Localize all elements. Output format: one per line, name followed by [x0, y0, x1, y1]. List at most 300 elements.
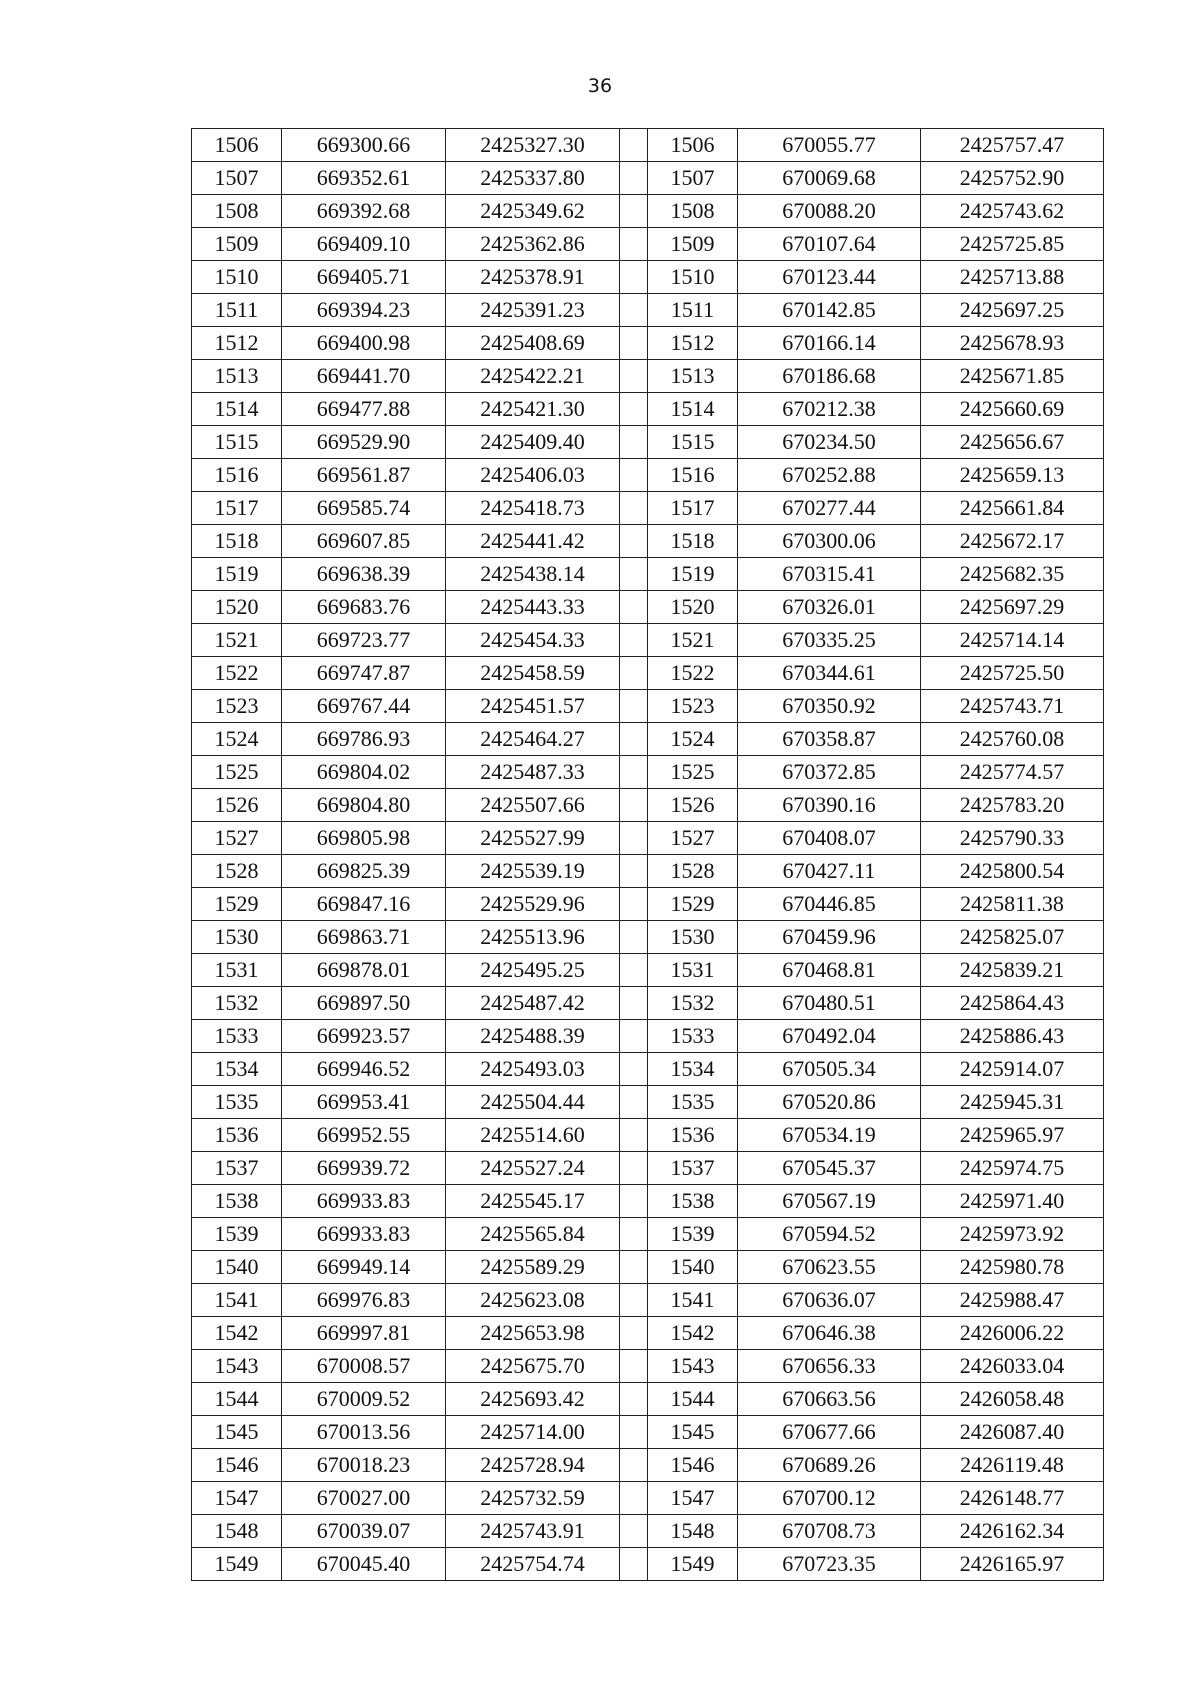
right-y-coordinate-cell: 2425725.50: [921, 657, 1104, 690]
left-x-coordinate-cell: 669897.50: [282, 987, 446, 1020]
right-x-coordinate-cell: 670708.73: [738, 1515, 921, 1548]
left-y-coordinate-cell: 2425464.27: [446, 723, 620, 756]
right-x-coordinate-cell: 670358.87: [738, 723, 921, 756]
right-x-coordinate-cell: 670663.56: [738, 1383, 921, 1416]
left-y-coordinate-cell: 2425504.44: [446, 1086, 620, 1119]
right-y-coordinate-cell: 2425783.20: [921, 789, 1104, 822]
left-x-coordinate-cell: 669804.02: [282, 756, 446, 789]
right-y-coordinate-cell: 2426033.04: [921, 1350, 1104, 1383]
right-y-coordinate-cell: 2425678.93: [921, 327, 1104, 360]
left-point-id-cell: 1521: [192, 624, 282, 657]
table-row: [192, 690, 1104, 723]
right-x-coordinate-cell: 670107.64: [738, 228, 921, 261]
right-point-id-cell: 1508: [648, 195, 738, 228]
spacer-cell: [620, 1449, 648, 1482]
left-point-id-cell: 1522: [192, 657, 282, 690]
right-point-id-cell: 1542: [648, 1317, 738, 1350]
right-y-coordinate-cell: 2425682.35: [921, 558, 1104, 591]
left-y-coordinate-cell: 2425441.42: [446, 525, 620, 558]
right-x-coordinate-cell: 670446.85: [738, 888, 921, 921]
spacer-cell: [620, 1383, 648, 1416]
right-x-coordinate-cell: 670594.52: [738, 1218, 921, 1251]
table-row: [192, 492, 1104, 525]
right-x-coordinate-cell: 670344.61: [738, 657, 921, 690]
right-y-coordinate-cell: 2425980.78: [921, 1251, 1104, 1284]
spacer-cell: [620, 1251, 648, 1284]
spacer-cell: [620, 822, 648, 855]
table-row: [192, 261, 1104, 294]
table-row: [192, 1218, 1104, 1251]
left-x-coordinate-cell: 670027.00: [282, 1482, 446, 1515]
right-point-id-cell: 1544: [648, 1383, 738, 1416]
right-x-coordinate-cell: 670252.88: [738, 459, 921, 492]
page-number: 36: [587, 75, 613, 97]
table-row: [192, 327, 1104, 360]
left-y-coordinate-cell: 2425451.57: [446, 690, 620, 723]
left-x-coordinate-cell: 669805.98: [282, 822, 446, 855]
left-point-id-cell: 1518: [192, 525, 282, 558]
right-y-coordinate-cell: 2425800.54: [921, 855, 1104, 888]
right-y-coordinate-cell: 2426006.22: [921, 1317, 1104, 1350]
right-x-coordinate-cell: 670372.85: [738, 756, 921, 789]
right-x-coordinate-cell: 670723.35: [738, 1548, 921, 1581]
right-x-coordinate-cell: 670545.37: [738, 1152, 921, 1185]
right-y-coordinate-cell: 2426165.97: [921, 1548, 1104, 1581]
left-point-id-cell: 1549: [192, 1548, 282, 1581]
right-point-id-cell: 1527: [648, 822, 738, 855]
left-point-id-cell: 1520: [192, 591, 282, 624]
right-x-coordinate-cell: 670623.55: [738, 1251, 921, 1284]
left-y-coordinate-cell: 2425693.42: [446, 1383, 620, 1416]
right-x-coordinate-cell: 670055.77: [738, 129, 921, 162]
left-point-id-cell: 1519: [192, 558, 282, 591]
spacer-cell: [620, 1515, 648, 1548]
spacer-cell: [620, 756, 648, 789]
left-y-coordinate-cell: 2425421.30: [446, 393, 620, 426]
right-point-id-cell: 1536: [648, 1119, 738, 1152]
table-row: [192, 459, 1104, 492]
right-x-coordinate-cell: 670315.41: [738, 558, 921, 591]
spacer-cell: [620, 1152, 648, 1185]
right-point-id-cell: 1549: [648, 1548, 738, 1581]
table-row: [192, 723, 1104, 756]
left-y-coordinate-cell: 2425337.80: [446, 162, 620, 195]
spacer-cell: [620, 690, 648, 723]
right-x-coordinate-cell: 670520.86: [738, 1086, 921, 1119]
left-x-coordinate-cell: 669400.98: [282, 327, 446, 360]
right-point-id-cell: 1518: [648, 525, 738, 558]
right-y-coordinate-cell: 2425713.88: [921, 261, 1104, 294]
spacer-cell: [620, 1086, 648, 1119]
spacer-cell: [620, 195, 648, 228]
left-x-coordinate-cell: 669683.76: [282, 591, 446, 624]
left-y-coordinate-cell: 2425565.84: [446, 1218, 620, 1251]
right-point-id-cell: 1537: [648, 1152, 738, 1185]
left-point-id-cell: 1507: [192, 162, 282, 195]
left-point-id-cell: 1536: [192, 1119, 282, 1152]
right-y-coordinate-cell: 2425661.84: [921, 492, 1104, 525]
left-point-id-cell: 1531: [192, 954, 282, 987]
table-row: [192, 1020, 1104, 1053]
table-row: [192, 756, 1104, 789]
left-y-coordinate-cell: 2425527.99: [446, 822, 620, 855]
table-row: [192, 1053, 1104, 1086]
left-x-coordinate-cell: 669933.83: [282, 1185, 446, 1218]
left-y-coordinate-cell: 2425754.74: [446, 1548, 620, 1581]
right-point-id-cell: 1543: [648, 1350, 738, 1383]
right-y-coordinate-cell: 2425671.85: [921, 360, 1104, 393]
right-y-coordinate-cell: 2425697.29: [921, 591, 1104, 624]
right-y-coordinate-cell: 2425790.33: [921, 822, 1104, 855]
right-y-coordinate-cell: 2426162.34: [921, 1515, 1104, 1548]
left-y-coordinate-cell: 2425732.59: [446, 1482, 620, 1515]
spacer-cell: [620, 525, 648, 558]
right-y-coordinate-cell: 2425760.08: [921, 723, 1104, 756]
right-x-coordinate-cell: 670390.16: [738, 789, 921, 822]
right-y-coordinate-cell: 2425660.69: [921, 393, 1104, 426]
left-y-coordinate-cell: 2425378.91: [446, 261, 620, 294]
spacer-cell: [620, 591, 648, 624]
left-x-coordinate-cell: 669847.16: [282, 888, 446, 921]
left-x-coordinate-cell: 669878.01: [282, 954, 446, 987]
right-x-coordinate-cell: 670656.33: [738, 1350, 921, 1383]
left-x-coordinate-cell: 669863.71: [282, 921, 446, 954]
right-point-id-cell: 1511: [648, 294, 738, 327]
left-x-coordinate-cell: 669607.85: [282, 525, 446, 558]
left-point-id-cell: 1546: [192, 1449, 282, 1482]
left-x-coordinate-cell: 669804.80: [282, 789, 446, 822]
table-row: [192, 1119, 1104, 1152]
left-point-id-cell: 1517: [192, 492, 282, 525]
left-y-coordinate-cell: 2425539.19: [446, 855, 620, 888]
right-x-coordinate-cell: 670677.66: [738, 1416, 921, 1449]
right-y-coordinate-cell: 2425973.92: [921, 1218, 1104, 1251]
right-x-coordinate-cell: 670689.26: [738, 1449, 921, 1482]
left-x-coordinate-cell: 670018.23: [282, 1449, 446, 1482]
right-point-id-cell: 1506: [648, 129, 738, 162]
spacer-cell: [620, 1482, 648, 1515]
right-point-id-cell: 1526: [648, 789, 738, 822]
spacer-cell: [620, 657, 648, 690]
table-row: [192, 162, 1104, 195]
right-point-id-cell: 1523: [648, 690, 738, 723]
left-y-coordinate-cell: 2425743.91: [446, 1515, 620, 1548]
right-x-coordinate-cell: 670300.06: [738, 525, 921, 558]
left-x-coordinate-cell: 669409.10: [282, 228, 446, 261]
left-point-id-cell: 1527: [192, 822, 282, 855]
table-row: [192, 1152, 1104, 1185]
table-row: [192, 228, 1104, 261]
spacer-cell: [620, 294, 648, 327]
right-y-coordinate-cell: 2425714.14: [921, 624, 1104, 657]
left-x-coordinate-cell: 669747.87: [282, 657, 446, 690]
left-point-id-cell: 1532: [192, 987, 282, 1020]
right-x-coordinate-cell: 670646.38: [738, 1317, 921, 1350]
coordinates-table: [191, 128, 1104, 1581]
table-row: [192, 1515, 1104, 1548]
right-point-id-cell: 1521: [648, 624, 738, 657]
spacer-cell: [620, 921, 648, 954]
right-x-coordinate-cell: 670166.14: [738, 327, 921, 360]
coordinates-table-body: [192, 129, 1104, 1581]
right-point-id-cell: 1513: [648, 360, 738, 393]
right-x-coordinate-cell: 670636.07: [738, 1284, 921, 1317]
right-point-id-cell: 1540: [648, 1251, 738, 1284]
table-row: [192, 393, 1104, 426]
right-y-coordinate-cell: 2425839.21: [921, 954, 1104, 987]
left-y-coordinate-cell: 2425623.08: [446, 1284, 620, 1317]
spacer-cell: [620, 888, 648, 921]
right-y-coordinate-cell: 2426087.40: [921, 1416, 1104, 1449]
right-y-coordinate-cell: 2425825.07: [921, 921, 1104, 954]
spacer-cell: [620, 393, 648, 426]
left-x-coordinate-cell: 669946.52: [282, 1053, 446, 1086]
right-x-coordinate-cell: 670234.50: [738, 426, 921, 459]
left-point-id-cell: 1539: [192, 1218, 282, 1251]
right-y-coordinate-cell: 2425672.17: [921, 525, 1104, 558]
right-point-id-cell: 1512: [648, 327, 738, 360]
right-point-id-cell: 1533: [648, 1020, 738, 1053]
left-point-id-cell: 1508: [192, 195, 282, 228]
spacer-cell: [620, 360, 648, 393]
right-x-coordinate-cell: 670350.92: [738, 690, 921, 723]
left-x-coordinate-cell: 669585.74: [282, 492, 446, 525]
spacer-cell: [620, 1218, 648, 1251]
right-y-coordinate-cell: 2426119.48: [921, 1449, 1104, 1482]
spacer-cell: [620, 1317, 648, 1350]
right-x-coordinate-cell: 670212.38: [738, 393, 921, 426]
left-point-id-cell: 1514: [192, 393, 282, 426]
left-x-coordinate-cell: 669767.44: [282, 690, 446, 723]
right-point-id-cell: 1515: [648, 426, 738, 459]
right-point-id-cell: 1524: [648, 723, 738, 756]
left-point-id-cell: 1528: [192, 855, 282, 888]
table-row: [192, 591, 1104, 624]
left-x-coordinate-cell: 669394.23: [282, 294, 446, 327]
left-y-coordinate-cell: 2425408.69: [446, 327, 620, 360]
left-point-id-cell: 1548: [192, 1515, 282, 1548]
right-point-id-cell: 1531: [648, 954, 738, 987]
right-x-coordinate-cell: 670505.34: [738, 1053, 921, 1086]
table-row: [192, 1383, 1104, 1416]
left-x-coordinate-cell: 669953.41: [282, 1086, 446, 1119]
left-point-id-cell: 1538: [192, 1185, 282, 1218]
spacer-cell: [620, 1119, 648, 1152]
left-y-coordinate-cell: 2425545.17: [446, 1185, 620, 1218]
right-point-id-cell: 1548: [648, 1515, 738, 1548]
table-row: [192, 1251, 1104, 1284]
left-x-coordinate-cell: 669949.14: [282, 1251, 446, 1284]
spacer-cell: [620, 327, 648, 360]
right-point-id-cell: 1546: [648, 1449, 738, 1482]
table-row: [192, 1548, 1104, 1581]
right-y-coordinate-cell: 2425988.47: [921, 1284, 1104, 1317]
table-row: [192, 1317, 1104, 1350]
left-x-coordinate-cell: 669997.81: [282, 1317, 446, 1350]
left-point-id-cell: 1533: [192, 1020, 282, 1053]
right-y-coordinate-cell: 2425725.85: [921, 228, 1104, 261]
left-x-coordinate-cell: 670008.57: [282, 1350, 446, 1383]
right-x-coordinate-cell: 670088.20: [738, 195, 921, 228]
table-row: [192, 525, 1104, 558]
table-row: [192, 558, 1104, 591]
right-y-coordinate-cell: 2425864.43: [921, 987, 1104, 1020]
right-y-coordinate-cell: 2425757.47: [921, 129, 1104, 162]
table-row: [192, 822, 1104, 855]
right-y-coordinate-cell: 2425743.71: [921, 690, 1104, 723]
left-y-coordinate-cell: 2425513.96: [446, 921, 620, 954]
right-point-id-cell: 1535: [648, 1086, 738, 1119]
right-x-coordinate-cell: 670427.11: [738, 855, 921, 888]
left-point-id-cell: 1509: [192, 228, 282, 261]
right-y-coordinate-cell: 2425886.43: [921, 1020, 1104, 1053]
left-x-coordinate-cell: 669477.88: [282, 393, 446, 426]
left-y-coordinate-cell: 2425514.60: [446, 1119, 620, 1152]
left-y-coordinate-cell: 2425327.30: [446, 129, 620, 162]
right-x-coordinate-cell: 670335.25: [738, 624, 921, 657]
left-point-id-cell: 1506: [192, 129, 282, 162]
right-point-id-cell: 1539: [648, 1218, 738, 1251]
left-point-id-cell: 1547: [192, 1482, 282, 1515]
spacer-cell: [620, 558, 648, 591]
left-y-coordinate-cell: 2425418.73: [446, 492, 620, 525]
left-x-coordinate-cell: 669939.72: [282, 1152, 446, 1185]
table-row: [192, 1482, 1104, 1515]
right-point-id-cell: 1538: [648, 1185, 738, 1218]
table-row: [192, 195, 1104, 228]
right-y-coordinate-cell: 2425659.13: [921, 459, 1104, 492]
spacer-cell: [620, 1284, 648, 1317]
table-row: [192, 954, 1104, 987]
table-row: [192, 129, 1104, 162]
spacer-cell: [620, 426, 648, 459]
right-point-id-cell: 1547: [648, 1482, 738, 1515]
right-x-coordinate-cell: 670408.07: [738, 822, 921, 855]
right-y-coordinate-cell: 2425914.07: [921, 1053, 1104, 1086]
left-x-coordinate-cell: 670009.52: [282, 1383, 446, 1416]
left-point-id-cell: 1526: [192, 789, 282, 822]
left-x-coordinate-cell: 670013.56: [282, 1416, 446, 1449]
right-point-id-cell: 1525: [648, 756, 738, 789]
table-row: [192, 921, 1104, 954]
right-y-coordinate-cell: 2426148.77: [921, 1482, 1104, 1515]
table-row: [192, 987, 1104, 1020]
spacer-cell: [620, 492, 648, 525]
table-row: [192, 1185, 1104, 1218]
left-point-id-cell: 1512: [192, 327, 282, 360]
table-row: [192, 1416, 1104, 1449]
right-x-coordinate-cell: 670700.12: [738, 1482, 921, 1515]
left-y-coordinate-cell: 2425714.00: [446, 1416, 620, 1449]
left-point-id-cell: 1516: [192, 459, 282, 492]
left-y-coordinate-cell: 2425527.24: [446, 1152, 620, 1185]
spacer-cell: [620, 129, 648, 162]
spacer-cell: [620, 459, 648, 492]
left-y-coordinate-cell: 2425488.39: [446, 1020, 620, 1053]
table-row: [192, 789, 1104, 822]
spacer-cell: [620, 954, 648, 987]
right-point-id-cell: 1534: [648, 1053, 738, 1086]
left-y-coordinate-cell: 2425728.94: [446, 1449, 620, 1482]
left-y-coordinate-cell: 2425675.70: [446, 1350, 620, 1383]
left-y-coordinate-cell: 2425458.59: [446, 657, 620, 690]
right-point-id-cell: 1541: [648, 1284, 738, 1317]
left-x-coordinate-cell: 669825.39: [282, 855, 446, 888]
right-y-coordinate-cell: 2425752.90: [921, 162, 1104, 195]
left-y-coordinate-cell: 2425493.03: [446, 1053, 620, 1086]
table-row: [192, 624, 1104, 657]
right-point-id-cell: 1510: [648, 261, 738, 294]
left-point-id-cell: 1537: [192, 1152, 282, 1185]
left-x-coordinate-cell: 669405.71: [282, 261, 446, 294]
spacer-cell: [620, 162, 648, 195]
right-x-coordinate-cell: 670123.44: [738, 261, 921, 294]
left-point-id-cell: 1543: [192, 1350, 282, 1383]
left-x-coordinate-cell: 669300.66: [282, 129, 446, 162]
left-y-coordinate-cell: 2425454.33: [446, 624, 620, 657]
left-point-id-cell: 1525: [192, 756, 282, 789]
left-x-coordinate-cell: 669352.61: [282, 162, 446, 195]
left-x-coordinate-cell: 669529.90: [282, 426, 446, 459]
left-x-coordinate-cell: 670039.07: [282, 1515, 446, 1548]
left-x-coordinate-cell: 669786.93: [282, 723, 446, 756]
right-y-coordinate-cell: 2425945.31: [921, 1086, 1104, 1119]
right-point-id-cell: 1522: [648, 657, 738, 690]
right-point-id-cell: 1530: [648, 921, 738, 954]
right-y-coordinate-cell: 2425971.40: [921, 1185, 1104, 1218]
right-point-id-cell: 1545: [648, 1416, 738, 1449]
left-point-id-cell: 1511: [192, 294, 282, 327]
spacer-cell: [620, 1185, 648, 1218]
table-row: [192, 1449, 1104, 1482]
left-x-coordinate-cell: 669933.83: [282, 1218, 446, 1251]
left-x-coordinate-cell: 669976.83: [282, 1284, 446, 1317]
table-row: [192, 294, 1104, 327]
right-y-coordinate-cell: 2425697.25: [921, 294, 1104, 327]
left-point-id-cell: 1515: [192, 426, 282, 459]
spacer-cell: [620, 1053, 648, 1086]
right-point-id-cell: 1528: [648, 855, 738, 888]
left-y-coordinate-cell: 2425406.03: [446, 459, 620, 492]
left-x-coordinate-cell: 669441.70: [282, 360, 446, 393]
right-y-coordinate-cell: 2426058.48: [921, 1383, 1104, 1416]
right-point-id-cell: 1519: [648, 558, 738, 591]
left-x-coordinate-cell: 669952.55: [282, 1119, 446, 1152]
right-x-coordinate-cell: 670567.19: [738, 1185, 921, 1218]
table-row: [192, 426, 1104, 459]
left-point-id-cell: 1534: [192, 1053, 282, 1086]
left-x-coordinate-cell: 669723.77: [282, 624, 446, 657]
left-y-coordinate-cell: 2425438.14: [446, 558, 620, 591]
right-y-coordinate-cell: 2425743.62: [921, 195, 1104, 228]
left-x-coordinate-cell: 669561.87: [282, 459, 446, 492]
left-point-id-cell: 1523: [192, 690, 282, 723]
table-row: [192, 360, 1104, 393]
right-point-id-cell: 1529: [648, 888, 738, 921]
right-x-coordinate-cell: 670468.81: [738, 954, 921, 987]
right-point-id-cell: 1514: [648, 393, 738, 426]
left-x-coordinate-cell: 669392.68: [282, 195, 446, 228]
right-point-id-cell: 1532: [648, 987, 738, 1020]
left-y-coordinate-cell: 2425529.96: [446, 888, 620, 921]
left-point-id-cell: 1540: [192, 1251, 282, 1284]
spacer-cell: [620, 1416, 648, 1449]
right-x-coordinate-cell: 670480.51: [738, 987, 921, 1020]
right-point-id-cell: 1509: [648, 228, 738, 261]
left-y-coordinate-cell: 2425349.62: [446, 195, 620, 228]
right-x-coordinate-cell: 670142.85: [738, 294, 921, 327]
left-y-coordinate-cell: 2425507.66: [446, 789, 620, 822]
